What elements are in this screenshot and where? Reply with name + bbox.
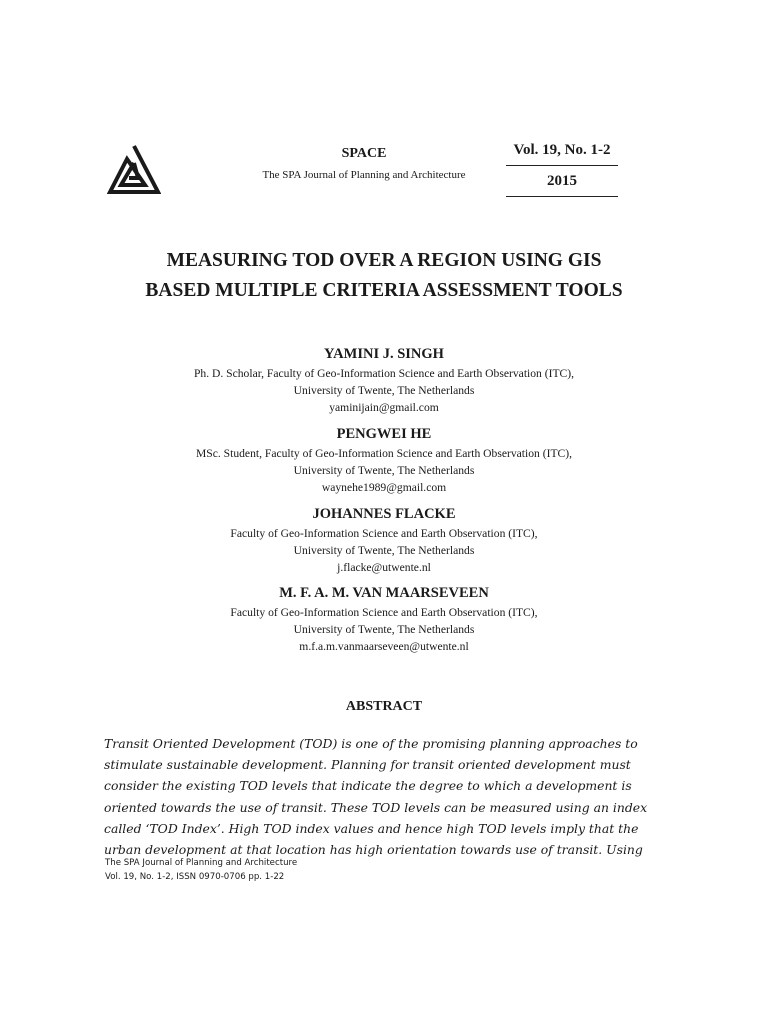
author-institution: University of Twente, The Netherlands xyxy=(293,464,475,477)
author-name: YAMINI J. SINGH xyxy=(324,346,444,362)
author-institution: University of Twente, The Netherlands xyxy=(293,623,475,636)
author-name: PENGWEI HE xyxy=(336,426,432,442)
abstract-line: urban development at that location has high orientation towards use of transit. Using xyxy=(104,842,643,858)
triangle-spiral-logo xyxy=(107,143,161,195)
title-line: BASED MULTIPLE CRITERIA ASSESSMENT TOOLS xyxy=(145,280,623,301)
journal-short-name: SPACE xyxy=(341,146,387,161)
paper-title xyxy=(90,246,678,306)
page-footer xyxy=(105,857,297,884)
abstract-line: consider the existing TOD levels that indicate the degree to which a development is xyxy=(104,778,632,794)
abstract-line: Transit Oriented Development (TOD) is one of the promising planning approaches to xyxy=(104,736,638,751)
author-block xyxy=(90,344,678,416)
journal-full-name: The SPA Journal of Planning and Architecture xyxy=(262,169,466,181)
author-block xyxy=(90,424,678,496)
header-divider xyxy=(506,196,618,197)
footer-citation: Vol. 19, No. 1-2, ISSN 0970-0706 pp. 1-22 xyxy=(105,871,285,882)
author-block xyxy=(90,504,678,576)
abstract-body xyxy=(104,733,648,860)
author-name: M. F. A. M. VAN MAARSEVEEN xyxy=(279,585,489,601)
author-institution: University of Twente, The Netherlands xyxy=(293,544,475,557)
author-name: JOHANNES FLACKE xyxy=(312,506,456,522)
volume-number: Vol. 19, No. 1-2 xyxy=(513,142,611,158)
footer-journal: The SPA Journal of Planning and Architecture xyxy=(105,858,298,868)
author-block xyxy=(90,583,678,655)
author-affiliation: MSc. Student, Faculty of Geo-Information Science and Earth Observation (ITC), xyxy=(195,447,573,460)
author-institution: University of Twente, The Netherlands xyxy=(293,384,475,397)
abstract-line: oriented towards the use of transit. These TOD levels can be measured using an index xyxy=(104,799,648,815)
author-email[interactable]: yaminijain@gmail.com xyxy=(329,401,439,414)
author-affiliation: Faculty of Geo-Information Science and Earth Observation (ITC), xyxy=(230,527,538,540)
abstract-line: called ‘TOD Index’. High TOD index values and hence high TOD levels imply that the xyxy=(104,820,639,836)
author-affiliation: Ph. D. Scholar, Faculty of Geo-Information Science and Earth Observation (ITC), xyxy=(193,367,575,380)
author-email[interactable]: j.flacke@utwente.nl xyxy=(337,561,431,574)
abstract-line: stimulate sustainable development. Planning for transit oriented development must xyxy=(104,757,631,773)
author-affiliation: Faculty of Geo-Information Science and Earth Observation (ITC), xyxy=(230,606,538,619)
header-divider xyxy=(506,165,618,166)
author-email[interactable]: waynehe1989@gmail.com xyxy=(321,481,447,494)
author-email[interactable]: m.f.a.m.vanmaarseveen@utwente.nl xyxy=(299,640,469,653)
abstract-heading: ABSTRACT xyxy=(345,699,423,714)
publication-year: 2015 xyxy=(547,173,577,189)
title-line: MEASURING TOD OVER A REGION USING GIS xyxy=(166,250,602,271)
